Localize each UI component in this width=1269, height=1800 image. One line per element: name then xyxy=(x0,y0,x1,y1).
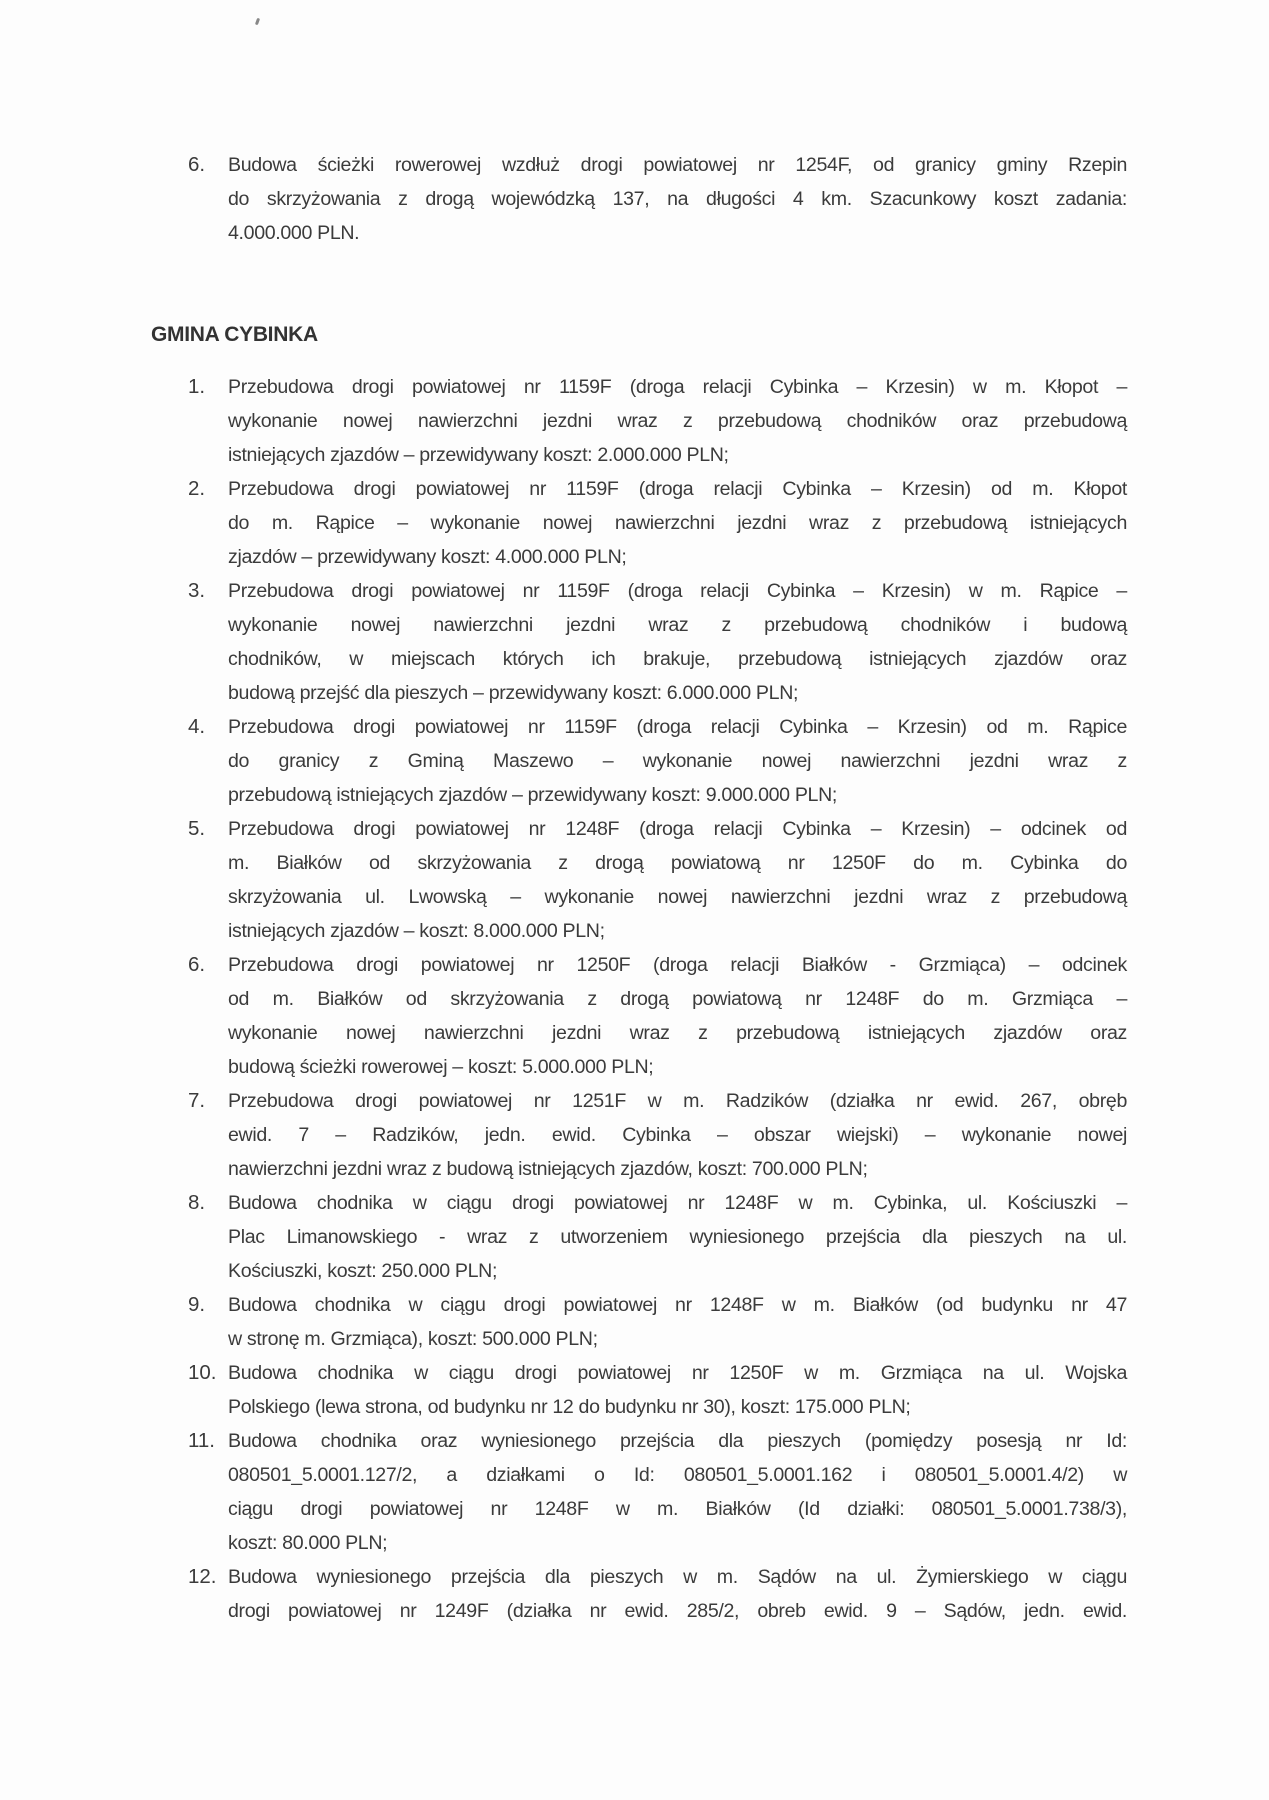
item-number: 2. xyxy=(188,477,206,500)
item-text xyxy=(228,472,1127,574)
item-number: 10. xyxy=(188,1361,217,1384)
item-text xyxy=(228,1288,1127,1356)
item-number: 3. xyxy=(188,579,206,602)
text-line: koszt: 80.000 PLN; xyxy=(228,1532,388,1554)
text-line: Budowa chodnika w ciągu drogi powiatowej nr 1250F w m. Grzmiąca na ul. Wojska xyxy=(228,1362,1127,1384)
text-line: wykonanie nowej nawierzchni jezdni wraz z przebudową chodników i budową xyxy=(228,614,1127,636)
text-line: skrzyżowania ul. Lwowską – wykonanie nowej nawierzchni jezdni wraz z przebudową xyxy=(228,886,1127,908)
item-text xyxy=(228,1356,1127,1424)
item-text xyxy=(228,1424,1127,1560)
text-line: Budowa chodnika w ciągu drogi powiatowej nr 1248F w m. Cybinka, ul. Kościuszki – xyxy=(228,1192,1127,1214)
text-line: Budowa chodnika oraz wyniesionego przejścia dla pieszych (pomiędzy posesją nr Id: xyxy=(228,1430,1127,1452)
item-number: 7. xyxy=(188,1089,206,1112)
text-line: do m. Rąpice – wykonanie nowej nawierzchni jezdni wraz z przebudową istniejących xyxy=(228,512,1127,534)
item-number: 9. xyxy=(188,1293,206,1316)
text-line: istniejących zjazdów – przewidywany koszt: 2.000.000 PLN; xyxy=(228,444,729,466)
text-line: Przebudowa drogi powiatowej nr 1159F (droga relacji Cybinka – Krzesin) od m. Rąpice xyxy=(228,716,1127,738)
text-line: Przebudowa drogi powiatowej nr 1159F (droga relacji Cybinka – Krzesin) w m. Kłopot – xyxy=(228,376,1127,398)
item-text xyxy=(228,1560,1127,1628)
text-line: ciągu drogi powiatowej nr 1248F w m. Białków (Id działki: 080501_5.0001.738/3), xyxy=(228,1498,1127,1520)
text-line: 080501_5.0001.127/2, a działkami o Id: 080501_5.0001.162 i 080501_5.0001.4/2) w xyxy=(228,1464,1127,1486)
text-line: Plac Limanowskiego - wraz z utworzeniem wyniesionego przejścia dla pieszych na ul. xyxy=(228,1226,1127,1248)
item-number: 8. xyxy=(188,1191,206,1214)
text-line: w stronę m. Grzmiąca), koszt: 500.000 PLN; xyxy=(228,1328,598,1350)
item-number: 11. xyxy=(188,1429,215,1452)
text-line: drogi powiatowej nr 1249F (działka nr ewid. 285/2, obreb ewid. 9 – Sądów, jedn. ewid. xyxy=(228,1600,1127,1622)
text-line: do skrzyżowania z drogą wojewódzką 137, na długości 4 km. Szacunkowy koszt zadania: xyxy=(228,188,1127,210)
text-line: Polskiego (lewa strona, od budynku nr 12 do budynku nr 30), koszt: 175.000 PLN; xyxy=(228,1396,911,1418)
item-text xyxy=(228,574,1127,710)
text-line: wykonanie nowej nawierzchni jezdni wraz z przebudową istniejących zjazdów oraz xyxy=(228,1022,1127,1044)
text-line: chodników, w miejscach których ich brakuje, przebudową istniejących zjazdów oraz xyxy=(228,648,1127,670)
text-line: budową przejść dla pieszych – przewidywany koszt: 6.000.000 PLN; xyxy=(228,682,799,704)
section-heading: GMINA CYBINKA xyxy=(151,323,318,346)
item-text xyxy=(228,812,1127,948)
text-line: Przebudowa drogi powiatowej nr 1159F (droga relacji Cybinka – Krzesin) w m. Rąpice – xyxy=(228,580,1127,602)
text-line: od m. Białków od skrzyżowania z drogą powiatową nr 1248F do m. Grzmiąca – xyxy=(228,988,1127,1010)
text-line: Budowa wyniesionego przejścia dla pieszych w m. Sądów na ul. Żymierskiego w ciągu xyxy=(228,1566,1127,1588)
item-number: 4. xyxy=(188,715,206,738)
scan-artifact xyxy=(255,18,260,26)
text-line: ewid. 7 – Radzików, jedn. ewid. Cybinka – obszar wiejski) – wykonanie nowej xyxy=(228,1124,1127,1146)
text-line: istniejących zjazdów – koszt: 8.000.000 PLN; xyxy=(228,920,605,942)
text-line: przebudową istniejących zjazdów – przewidywany koszt: 9.000.000 PLN; xyxy=(228,784,837,806)
text-line: wykonanie nowej nawierzchni jezdni wraz z przebudową chodników oraz przebudową xyxy=(228,410,1127,432)
item-number: 6. xyxy=(188,953,206,976)
text-line: nawierzchni jezdni wraz z budową istniejących zjazdów, koszt: 700.000 PLN; xyxy=(228,1158,868,1180)
text-line: budową ścieżki rowerowej – koszt: 5.000.000 PLN; xyxy=(228,1056,654,1078)
text-line: Przebudowa drogi powiatowej nr 1251F w m. Radzików (działka nr ewid. 267, obręb xyxy=(228,1090,1127,1112)
text-line: Przebudowa drogi powiatowej nr 1159F (droga relacji Cybinka – Krzesin) od m. Kłopot xyxy=(228,478,1127,500)
item-text xyxy=(228,1186,1127,1288)
item-text xyxy=(228,148,1127,250)
text-line: Kościuszki, koszt: 250.000 PLN; xyxy=(228,1260,498,1282)
item-number: 12. xyxy=(188,1565,217,1588)
item-text xyxy=(228,710,1127,812)
item-number: 5. xyxy=(188,817,206,840)
text-line: do granicy z Gminą Maszewo – wykonanie nowej nawierzchni jezdni wraz z xyxy=(228,750,1127,772)
item-text xyxy=(228,1084,1127,1186)
text-line: m. Białków od skrzyżowania z drogą powiatową nr 1250F do m. Cybinka do xyxy=(228,852,1127,874)
text-line: Budowa chodnika w ciągu drogi powiatowej nr 1248F w m. Białków (od budynku nr 47 xyxy=(228,1294,1127,1316)
text-line: Przebudowa drogi powiatowej nr 1250F (droga relacji Białków - Grzmiąca) – odcinek xyxy=(228,954,1127,976)
text-line: 4.000.000 PLN. xyxy=(228,222,360,244)
text-line: Budowa ścieżki rowerowej wzdłuż drogi powiatowej nr 1254F, od granicy gminy Rzepin xyxy=(228,154,1127,176)
item-number: 6. xyxy=(188,153,206,176)
item-text xyxy=(228,948,1127,1084)
text-line: Przebudowa drogi powiatowej nr 1248F (droga relacji Cybinka – Krzesin) – odcinek od xyxy=(228,818,1127,840)
text-line: zjazdów – przewidywany koszt: 4.000.000 PLN; xyxy=(228,546,627,568)
item-text xyxy=(228,370,1127,472)
item-number: 1. xyxy=(188,375,206,398)
